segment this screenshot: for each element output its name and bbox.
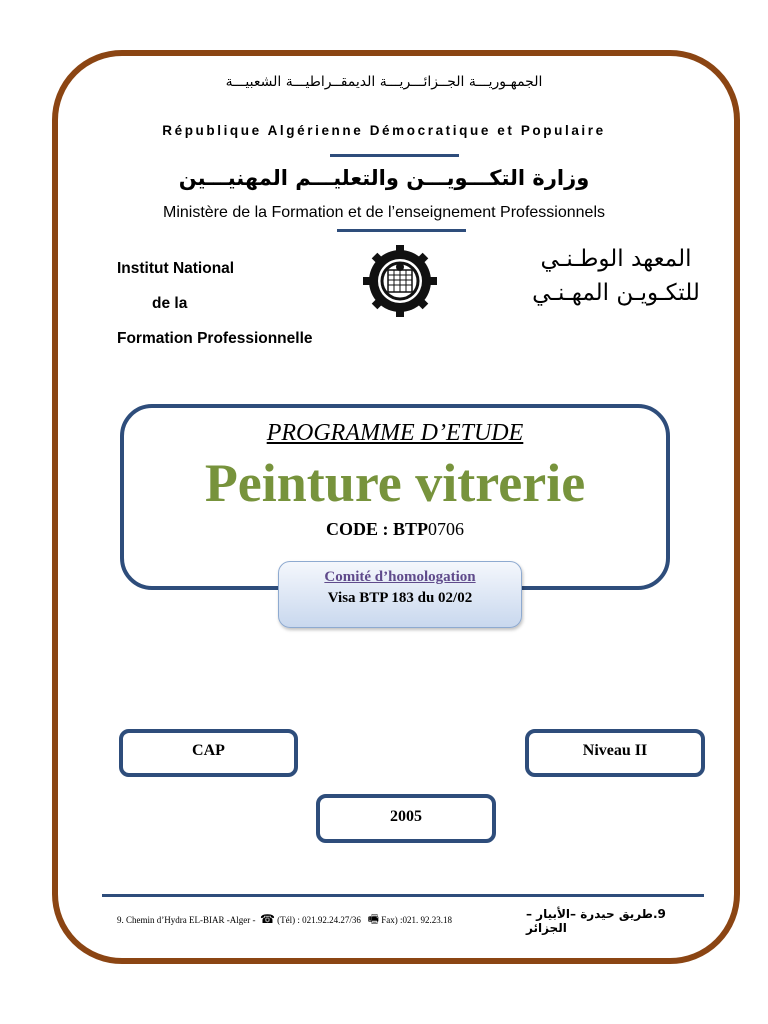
- footer-arabic-address: 9.طريق حيدرة –الأبيار – الجزائر: [526, 907, 666, 935]
- year-box: [316, 794, 496, 843]
- program-code: [120, 519, 670, 540]
- arabic-republic-title: الجمهـوريـــة الجــزائـــريـــة الديمقــراطيـــة الشعبيـــة: [225, 74, 543, 90]
- institute-line-2: de la: [152, 295, 188, 312]
- divider-bottom: [337, 229, 466, 232]
- footer-tel: (Tél) : 021.92.24.27/36: [277, 915, 361, 925]
- visa-text: Visa BTP 183 du 02/02: [327, 590, 473, 606]
- institute-line-1: Institut National: [117, 260, 235, 277]
- french-republic-title: République Algérienne Démocratique et Populaire: [162, 123, 606, 138]
- diploma-label: CAP: [192, 742, 225, 759]
- telephone-icon: ☎: [259, 912, 275, 926]
- level-label: Niveau II: [582, 742, 648, 759]
- footer-contact: [117, 910, 452, 931]
- footer-divider: [102, 894, 704, 897]
- arabic-institute-line-1: المعهد الوطـنـي: [540, 246, 692, 272]
- gear-logo-icon: [361, 245, 439, 317]
- code-number: 0706: [428, 519, 464, 539]
- committee-label: Comité d’homologation: [324, 569, 476, 585]
- french-ministry-title: Ministère de la Formation et de l’enseignement Professionnels: [162, 204, 605, 221]
- program-heading: PROGRAMME D’ETUDE: [266, 420, 524, 446]
- divider-top: [330, 154, 459, 157]
- fax-icon: 🖷: [367, 912, 379, 926]
- footer-address: 9. Chemin d’Hydra EL-BIAR -Alger -: [117, 915, 256, 925]
- arabic-ministry-title: وزارة التكـــويـــن والتعليـــم المهنيـــين: [178, 166, 590, 190]
- diploma-box: [119, 729, 298, 777]
- program-title: Peinture vitrerie: [204, 453, 586, 513]
- institute-line-3: Formation Professionnelle: [117, 330, 313, 347]
- footer-fax: Fax) :021. 92.23.18: [381, 915, 452, 925]
- year-label: 2005: [390, 808, 422, 825]
- level-box: [525, 729, 705, 777]
- arabic-institute-line-2: للتكـويـن المهـنـي: [532, 280, 700, 306]
- code-label: CODE : BTP: [325, 519, 428, 539]
